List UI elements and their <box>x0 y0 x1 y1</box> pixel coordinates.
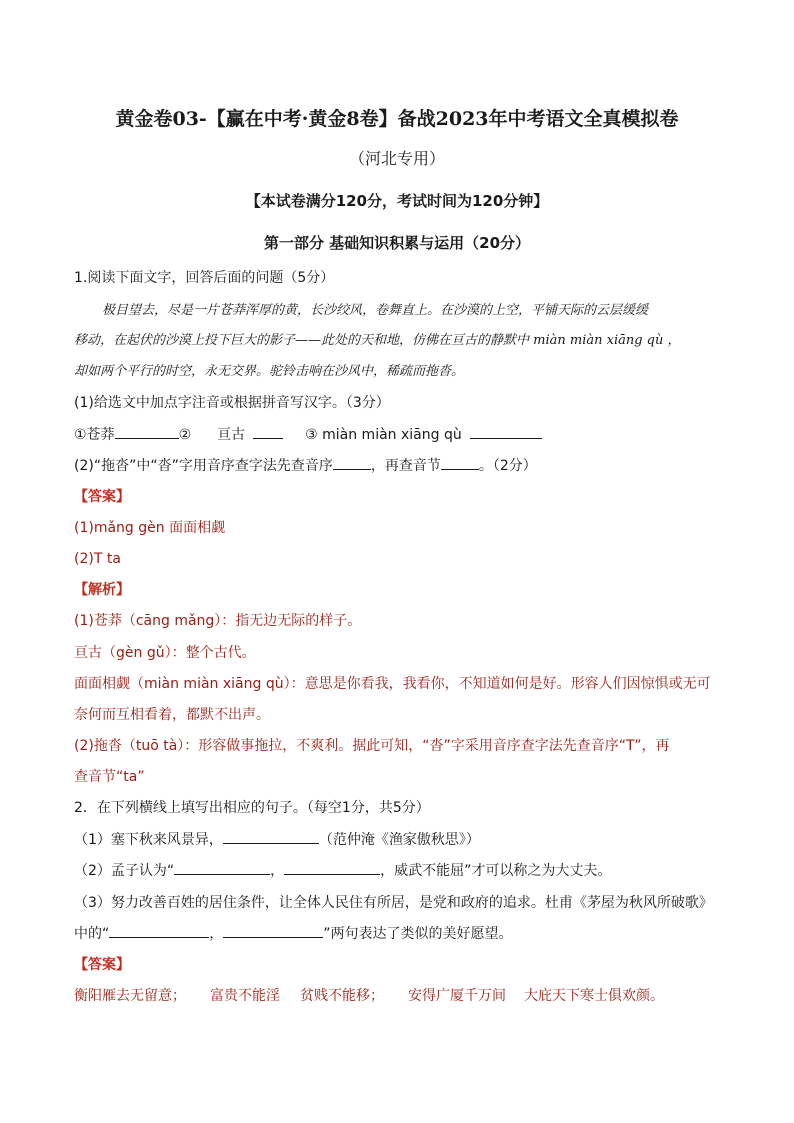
passage-line: 极目望去，尽是一片苍莽浑厚的黄，长沙绞风，卷舞直上。在沙漠的上空，平铺天际的云层缓缓 <box>102 303 649 318</box>
section-heading: 第一部分 基础知识积累与运用（20分） <box>263 234 531 252</box>
exam-info: 【本试卷满分120分，考试时间为120分钟】 <box>245 192 549 210</box>
sub2-text: (2)“拖沓”中“沓”字用音序查字法先查音序 <box>74 458 333 474</box>
sentence-text: ， <box>270 863 285 879</box>
sentence-text: （范仲淹《渔家傲秋思》） <box>318 832 480 848</box>
question-2-stem: 2．在下列横线上填写出相应的句子。（每空1分，共5分） <box>74 800 430 816</box>
answer-tag: 【答案】 <box>74 957 130 973</box>
answer-blank[interactable] <box>223 924 323 938</box>
sentence-text: ”两句表达了类似的美好愿望。 <box>323 926 513 942</box>
answer-line: (1)mǎng gèn 面面相觑 <box>74 520 226 536</box>
question-2-sentence-1 <box>74 830 480 850</box>
item-3-label: ③ miàn miàn xiāng qù <box>305 427 462 443</box>
answer-item: 大庇天下寒士俱欢颜。 <box>524 988 664 1004</box>
answer-tag: 【答案】 <box>74 489 130 505</box>
question-1-sub2 <box>74 456 537 476</box>
answer-blank[interactable] <box>253 425 283 439</box>
sentence-text: ，威武不能屈”才可以称之为大丈夫。 <box>380 863 612 879</box>
sub2-text: ，再查音节 <box>370 458 441 474</box>
answer-blank[interactable] <box>441 456 479 470</box>
analysis-tag: 【解析】 <box>74 582 130 598</box>
answer-blank[interactable] <box>115 425 179 439</box>
sentence-text: ， <box>209 926 224 942</box>
answer-line: (2)T ta <box>74 551 121 567</box>
answer-item: 安得广厦千万间 <box>408 988 506 1004</box>
item-2-label: ② <box>178 427 192 443</box>
sentence-text: （1）塞下秋来风景异， <box>74 832 223 848</box>
answer-blank[interactable] <box>470 425 542 439</box>
sentence-text: 中的“ <box>74 926 110 942</box>
question-2-answers <box>74 986 664 1006</box>
answer-item: 富贵不能淫 <box>210 988 280 1004</box>
answer-blank[interactable] <box>333 456 371 470</box>
paper-subtitle: （河北专用） <box>348 149 445 168</box>
passage-line: 却如两个平行的时空，永无交界。驼铃击响在沙风中，稀疏而拖沓。 <box>74 364 465 379</box>
question-1-sub1-items <box>74 425 542 445</box>
question-2-sentence-2 <box>74 861 611 881</box>
answer-item: 衡阳雁去无留意； <box>74 988 186 1004</box>
question-1-sub1: (1)给选文中加点字注音或根据拼音写汉字。（3分） <box>74 395 390 411</box>
question-2-sentence-3-cont <box>74 924 513 944</box>
analysis-line: 亘古（gèn gǔ）：整个古代。 <box>74 645 256 661</box>
sentence-text: （2）孟子认为“ <box>74 863 175 879</box>
answer-blank[interactable] <box>223 830 319 844</box>
item-1-label: ①苍莽 <box>74 427 115 443</box>
sub2-text: 。（2分） <box>478 458 537 474</box>
answer-blank[interactable] <box>284 861 380 875</box>
analysis-line: 面面相觑（miàn miàn xiāng qù）：意思是你看我，我看你，不知道如何是好。形容人们因惊惧或无可 <box>74 676 711 692</box>
answer-blank[interactable] <box>109 924 209 938</box>
question-2-sentence-3: （3）努力改善百姓的居住条件，让全体人民住有所居，是党和政府的追求。杜甫《茅屋为秋风所破歌》 <box>74 895 713 911</box>
paper-title: 黄金卷03-【赢在中考·黄金8卷】备战2023年中考语文全真模拟卷 <box>115 108 679 130</box>
question-1-stem: 1.阅读下面文字，回答后面的问题（5分） <box>74 270 335 286</box>
analysis-line: 奈何而互相看着，都默不出声。 <box>74 707 270 723</box>
answer-item: 贫贱不能移； <box>300 988 384 1004</box>
analysis-line: (2)拖沓（tuō tà）：形容做事拖拉，不爽利。据此可知，“沓”字采用音序查字法先查音序“T”，再 <box>74 738 670 754</box>
item-2-word: 亘古 <box>217 427 246 443</box>
analysis-line: 查音节“ta” <box>74 769 145 785</box>
analysis-line: (1)苍莽（cāng mǎng）：指无边无际的样子。 <box>74 613 362 629</box>
passage-line: 移动，在起伏的沙漠上投下巨大的影子——此处的天和地，仿佛在亘古的静默中 miàn miàn xiāng qù ， <box>74 333 681 348</box>
answer-blank[interactable] <box>174 861 270 875</box>
